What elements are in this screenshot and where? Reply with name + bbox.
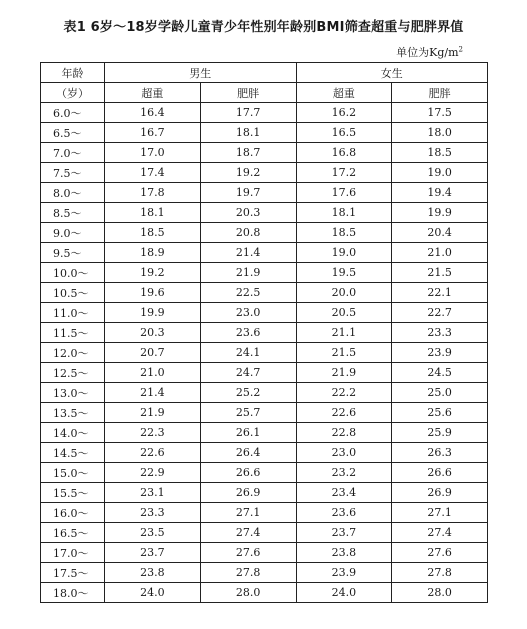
cell-male-overweight: 23.3 (105, 503, 201, 523)
cell-male-overweight: 21.4 (105, 383, 201, 403)
cell-male-obese: 22.5 (200, 283, 296, 303)
table-row (41, 363, 488, 383)
cell-female-overweight: 23.6 (296, 503, 392, 523)
unit-text: 单位为Kg/m (396, 46, 459, 59)
cell-female-overweight: 22.8 (296, 423, 392, 443)
table-row (41, 303, 488, 323)
cell-age: 17.5～ (41, 563, 105, 583)
cell-male-obese: 27.4 (200, 523, 296, 543)
cell-male-overweight: 21.9 (105, 403, 201, 423)
cell-age: 7.0～ (41, 143, 105, 163)
table-row (41, 163, 488, 183)
cell-female-obese: 26.9 (392, 483, 488, 503)
cell-male-overweight: 16.7 (105, 123, 201, 143)
cell-female-obese: 26.6 (392, 463, 488, 483)
cell-female-obese: 27.1 (392, 503, 488, 523)
cell-male-obese: 26.9 (200, 483, 296, 503)
cell-age: 18.0～ (41, 583, 105, 603)
cell-age: 12.0～ (41, 343, 105, 363)
table-row (41, 523, 488, 543)
cell-female-overweight: 23.2 (296, 463, 392, 483)
cell-female-obese: 18.0 (392, 123, 488, 143)
table-row (41, 383, 488, 403)
cell-male-obese: 20.8 (200, 223, 296, 243)
cell-female-overweight: 19.5 (296, 263, 392, 283)
cell-age: 7.5～ (41, 163, 105, 183)
cell-age: 9.0～ (41, 223, 105, 243)
cell-female-overweight: 22.2 (296, 383, 392, 403)
cell-female-overweight: 21.1 (296, 323, 392, 343)
cell-female-overweight: 19.0 (296, 243, 392, 263)
table-row (41, 323, 488, 343)
cell-age: 16.5～ (41, 523, 105, 543)
cell-male-overweight: 22.6 (105, 443, 201, 463)
cell-female-obese: 20.4 (392, 223, 488, 243)
cell-female-overweight: 17.2 (296, 163, 392, 183)
cell-male-overweight: 19.2 (105, 263, 201, 283)
cell-female-obese: 21.5 (392, 263, 488, 283)
header-female: 女生 (296, 63, 488, 83)
table-row (41, 263, 488, 283)
table-row (41, 123, 488, 143)
table-row (41, 183, 488, 203)
cell-male-overweight: 16.4 (105, 103, 201, 123)
cell-male-obese: 25.2 (200, 383, 296, 403)
cell-female-obese: 27.4 (392, 523, 488, 543)
cell-female-obese: 27.8 (392, 563, 488, 583)
cell-female-overweight: 20.5 (296, 303, 392, 323)
unit-label (396, 44, 463, 60)
cell-male-overweight: 17.0 (105, 143, 201, 163)
cell-age: 8.5～ (41, 203, 105, 223)
cell-female-overweight: 16.5 (296, 123, 392, 143)
table-row (41, 423, 488, 443)
header-female-obese: 肥胖 (392, 83, 488, 103)
cell-age: 9.5～ (41, 243, 105, 263)
table-row (41, 103, 488, 123)
cell-male-overweight: 17.4 (105, 163, 201, 183)
cell-female-obese: 21.0 (392, 243, 488, 263)
cell-male-overweight: 23.1 (105, 483, 201, 503)
cell-female-obese: 25.9 (392, 423, 488, 443)
cell-female-overweight: 21.5 (296, 343, 392, 363)
cell-male-obese: 26.1 (200, 423, 296, 443)
cell-age: 11.0～ (41, 303, 105, 323)
cell-male-overweight: 17.8 (105, 183, 201, 203)
cell-female-overweight: 23.0 (296, 443, 392, 463)
cell-age: 13.0～ (41, 383, 105, 403)
cell-age: 12.5～ (41, 363, 105, 383)
cell-age: 8.0～ (41, 183, 105, 203)
cell-male-overweight: 20.3 (105, 323, 201, 343)
cell-male-overweight: 18.1 (105, 203, 201, 223)
cell-male-obese: 24.7 (200, 363, 296, 383)
cell-age: 6.5～ (41, 123, 105, 143)
cell-male-overweight: 24.0 (105, 583, 201, 603)
header-age-line2: （岁） (41, 83, 105, 103)
cell-age: 10.5～ (41, 283, 105, 303)
cell-male-obese: 18.1 (200, 123, 296, 143)
cell-female-obese: 17.5 (392, 103, 488, 123)
header-male: 男生 (105, 63, 297, 83)
cell-age: 16.0～ (41, 503, 105, 523)
table-title: 表1 6岁～18岁学龄儿童青少年性别年龄别BMI筛查超重与肥胖界值 (63, 20, 464, 35)
cell-age: 13.5～ (41, 403, 105, 423)
cell-male-obese: 26.4 (200, 443, 296, 463)
table-row (41, 503, 488, 523)
cell-male-obese: 28.0 (200, 583, 296, 603)
cell-female-obese: 19.0 (392, 163, 488, 183)
cell-female-obese: 19.9 (392, 203, 488, 223)
cell-age: 17.0～ (41, 543, 105, 563)
cell-female-obese: 19.4 (392, 183, 488, 203)
cell-male-overweight: 21.0 (105, 363, 201, 383)
header-male-obese: 肥胖 (200, 83, 296, 103)
cell-male-overweight: 22.9 (105, 463, 201, 483)
cell-female-overweight: 24.0 (296, 583, 392, 603)
header-age-line1: 年龄 (41, 63, 105, 83)
cell-male-overweight: 18.9 (105, 243, 201, 263)
cell-female-obese: 18.5 (392, 143, 488, 163)
cell-age: 15.5～ (41, 483, 105, 503)
cell-male-obese: 25.7 (200, 403, 296, 423)
table-row (41, 143, 488, 163)
cell-female-overweight: 16.2 (296, 103, 392, 123)
cell-female-obese: 28.0 (392, 583, 488, 603)
table-body (41, 103, 488, 603)
cell-male-obese: 27.8 (200, 563, 296, 583)
cell-age: 14.5～ (41, 443, 105, 463)
cell-male-obese: 21.9 (200, 263, 296, 283)
cell-male-obese: 17.7 (200, 103, 296, 123)
cell-male-obese: 21.4 (200, 243, 296, 263)
cell-female-obese: 25.0 (392, 383, 488, 403)
table-row (41, 203, 488, 223)
table-row (41, 443, 488, 463)
cell-male-obese: 23.6 (200, 323, 296, 343)
cell-female-overweight: 20.0 (296, 283, 392, 303)
table-row (41, 403, 488, 423)
header-row-1 (41, 63, 488, 83)
table-row (41, 283, 488, 303)
cell-male-obese: 19.7 (200, 183, 296, 203)
cell-female-obese: 22.1 (392, 283, 488, 303)
table-row (41, 563, 488, 583)
table-row (41, 483, 488, 503)
table-row (41, 243, 488, 263)
cell-male-overweight: 18.5 (105, 223, 201, 243)
cell-female-overweight: 23.7 (296, 523, 392, 543)
cell-female-obese: 27.6 (392, 543, 488, 563)
table-row (41, 583, 488, 603)
cell-male-obese: 27.1 (200, 503, 296, 523)
cell-age: 11.5～ (41, 323, 105, 343)
cell-male-overweight: 23.8 (105, 563, 201, 583)
cell-age: 14.0～ (41, 423, 105, 443)
cell-male-obese: 23.0 (200, 303, 296, 323)
cell-male-overweight: 23.7 (105, 543, 201, 563)
cell-male-obese: 19.2 (200, 163, 296, 183)
table-row (41, 463, 488, 483)
cell-male-obese: 20.3 (200, 203, 296, 223)
cell-male-obese: 27.6 (200, 543, 296, 563)
cell-female-overweight: 23.8 (296, 543, 392, 563)
cell-female-overweight: 23.4 (296, 483, 392, 503)
cell-female-overweight: 23.9 (296, 563, 392, 583)
cell-female-overweight: 16.8 (296, 143, 392, 163)
cell-female-overweight: 18.1 (296, 203, 392, 223)
cell-male-overweight: 22.3 (105, 423, 201, 443)
header-row-2 (41, 83, 488, 103)
cell-male-obese: 24.1 (200, 343, 296, 363)
cell-age: 6.0～ (41, 103, 105, 123)
cell-female-obese: 22.7 (392, 303, 488, 323)
cell-female-obese: 24.5 (392, 363, 488, 383)
table-row (41, 343, 488, 363)
cell-female-obese: 25.6 (392, 403, 488, 423)
header-male-overweight: 超重 (105, 83, 201, 103)
cell-male-overweight: 23.5 (105, 523, 201, 543)
unit-superscript: 2 (458, 45, 463, 54)
cell-female-obese: 23.9 (392, 343, 488, 363)
cell-male-obese: 26.6 (200, 463, 296, 483)
cell-male-overweight: 19.9 (105, 303, 201, 323)
cell-female-overweight: 17.6 (296, 183, 392, 203)
table-row (41, 223, 488, 243)
cell-male-obese: 18.7 (200, 143, 296, 163)
cell-female-obese: 23.3 (392, 323, 488, 343)
cell-age: 10.0～ (41, 263, 105, 283)
cell-female-overweight: 22.6 (296, 403, 392, 423)
cell-female-overweight: 18.5 (296, 223, 392, 243)
header-female-overweight: 超重 (296, 83, 392, 103)
cell-male-overweight: 20.7 (105, 343, 201, 363)
table-row (41, 543, 488, 563)
cell-female-overweight: 21.9 (296, 363, 392, 383)
bmi-table (40, 62, 488, 603)
cell-male-overweight: 19.6 (105, 283, 201, 303)
cell-female-obese: 26.3 (392, 443, 488, 463)
cell-age: 15.0～ (41, 463, 105, 483)
